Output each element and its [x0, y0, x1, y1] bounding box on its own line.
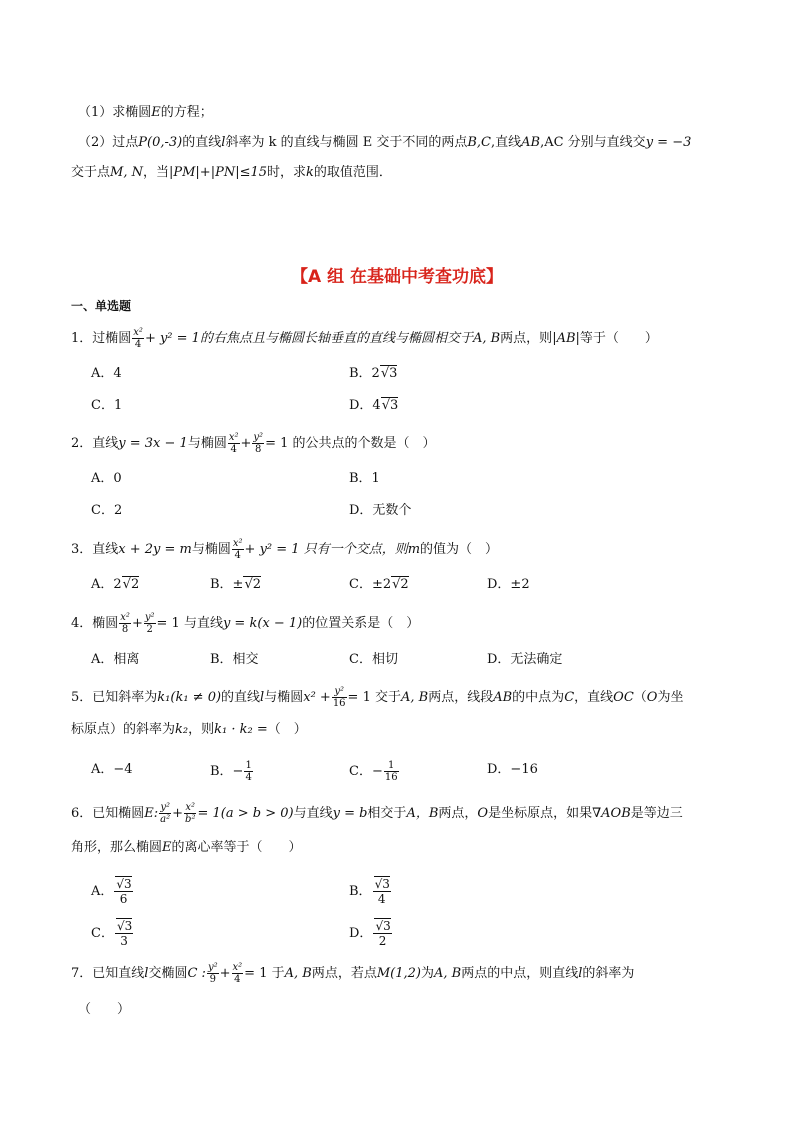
section-title: 【A 组 在基础中考查功底】 — [291, 267, 503, 287]
sqrt-sign: √3 — [380, 366, 398, 381]
fraction: $\frac{\text{x²}}{\text{b²}}$ — [185, 802, 196, 825]
q2-choice-d[interactable]: D．无数个 — [349, 503, 412, 518]
fraction: $\frac{\text{y²}}{8}$ — [253, 432, 264, 455]
q4-choice-d[interactable]: D．无法确定 — [487, 652, 563, 667]
question-7-stem-cont: （ ） — [78, 1002, 131, 1017]
sqrt-sign: √3 — [116, 877, 132, 891]
q6-choice-c[interactable]: C． $\frac{√3}{3}$ — [91, 919, 133, 948]
sqrt-sign: √2 — [244, 577, 262, 592]
fraction: $\frac{\text{x²}}{8}$ — [120, 612, 130, 635]
fraction: $\frac{\text{y²}}{\text{a²}}$ — [160, 802, 171, 825]
question-6-stem: 6．已知椭圆E: $\frac{\text{y²}}{\text{a²}}$ + $\frac{\text{x²}}{\text{b²}}$ = 1(a > b > 0)与直线y = b相交于A，B两点，O是坐标原点，如果∇AOB是等边三 — [71, 802, 683, 825]
q2-choice-a[interactable]: A．0 — [91, 471, 122, 486]
q5-choice-c[interactable]: C．− $\frac{1}{16}$ — [349, 760, 398, 783]
fraction: $\frac{\text{x²}}{4}$ — [232, 538, 243, 561]
sqrt-sign: √2 — [392, 577, 409, 592]
problem-part-2-cont: 交于点M, N，当|PM|+|PN|≤15时，求k的取值范围． — [71, 165, 392, 180]
q1-choice-c[interactable]: C．1 — [91, 398, 123, 413]
q6-choice-a[interactable]: A． $\frac{√3}{6}$ — [91, 877, 132, 906]
question-5-stem-cont: 标原点）的斜率为k₂，则k₁ · k₂ =（ ） — [71, 722, 307, 737]
fraction: $\frac{\text{x²}}{4}$ — [133, 327, 143, 350]
sqrt-sign: √2 — [122, 577, 140, 592]
question-4-stem: 4．椭圆 $\frac{\text{x²}}{8}$ + $\frac{\text{y²}}{2}$ = 1 与直线y = k(x − 1)的位置关系是（ ） — [71, 612, 420, 635]
problem-part-2: （2）过点P(0,-3)的直线l斜率为 k 的直线与椭圆 E 交于不同的两点B,C,直线AB,AC 分别与直线交y = −3 — [78, 135, 692, 150]
q3-choice-b[interactable]: B．±√2 — [210, 577, 262, 592]
sqrt-sign: √3 — [381, 398, 399, 413]
fraction: $\frac{1}{16}$ — [384, 760, 398, 783]
problem-part-1: （1）求椭圆E的方程； — [78, 105, 213, 120]
question-2-stem: 2．直线y = 3x − 1与椭圆 $\frac{\text{x²}}{4}$ + $\frac{\text{y²}}{8}$ = 1 的公共点的个数是（ ） — [71, 432, 436, 455]
q3-choice-a[interactable]: A．2√2 — [91, 577, 140, 592]
q1-choice-d[interactable]: D．4√3 — [349, 398, 399, 413]
q4-choice-c[interactable]: C．相切 — [349, 652, 398, 667]
fraction: $\frac{\text{x²}}{4}$ — [232, 962, 243, 985]
fraction: $\frac{√3}{6}$ — [116, 877, 132, 906]
q1-choice-b[interactable]: B．2√3 — [349, 366, 398, 381]
q3-choice-c[interactable]: C．±2√2 — [349, 577, 409, 592]
fraction: $\frac{\text{y²}}{9}$ — [207, 962, 218, 985]
q5-choice-b[interactable]: B．− $\frac{1}{4}$ — [210, 760, 252, 783]
question-1-stem: 1．过椭圆 $\frac{\text{x²}}{4}$ + y² = 1的右焦点且与椭圆长轴垂直的直线与椭圆相交于A, B两点，则|AB|等于（ ） — [71, 327, 658, 350]
q1-choice-a[interactable]: A．4 — [91, 366, 122, 381]
q6-choice-d[interactable]: D． $\frac{√3}{2}$ — [349, 919, 391, 948]
section-subtitle: 一、单选题 — [71, 299, 132, 313]
question-3-stem: 3．直线x + 2y = m与椭圆 $\frac{\text{x²}}{4}$ + y² = 1 只有一个交点，则m的值为（ ） — [71, 538, 499, 561]
fraction: $\frac{\text{x²}}{4}$ — [228, 432, 239, 455]
q4-choice-b[interactable]: B．相交 — [210, 652, 259, 667]
question-5-stem: 5．已知斜率为k₁(k₁ ≠ 0)的直线l与椭圆x² + $\frac{\text{y²}}{16}$ = 1 交于A, B两点，线段AB的中点为C，直线OC（O为坐 — [71, 686, 684, 709]
q2-choice-c[interactable]: C．2 — [91, 503, 123, 518]
q5-choice-d[interactable]: D．−16 — [487, 762, 538, 777]
q2-choice-b[interactable]: B．1 — [349, 471, 380, 486]
question-7-stem: 7．已知直线l交椭圆C : $\frac{\text{y²}}{9}$ + $\frac{\text{x²}}{4}$ = 1 于A, B两点，若点M(1,2)为A, B两点的中点，则直线l的斜率为 — [71, 962, 635, 985]
fraction: $\frac{√3}{3}$ — [116, 919, 133, 948]
sqrt-sign: √3 — [116, 919, 133, 933]
fraction: $\frac{\text{y²}}{16}$ — [332, 686, 346, 709]
q4-choice-a[interactable]: A．相离 — [91, 652, 140, 667]
question-6-stem-cont: 角形，那么椭圆E的离心率等于（ ） — [71, 840, 302, 855]
q6-choice-b[interactable]: B． $\frac{√3}{4}$ — [349, 877, 390, 906]
q5-choice-a[interactable]: A．−4 — [91, 762, 133, 777]
fraction: $\frac{\text{y²}}{2}$ — [144, 612, 155, 635]
fraction: $\frac{√3}{2}$ — [375, 919, 391, 948]
fraction: $\frac{1}{4}$ — [245, 760, 252, 783]
fraction: $\frac{√3}{4}$ — [374, 877, 390, 906]
sqrt-sign: √3 — [375, 919, 391, 933]
q3-choice-d[interactable]: D．±2 — [487, 577, 530, 592]
sqrt-sign: √3 — [374, 877, 390, 891]
